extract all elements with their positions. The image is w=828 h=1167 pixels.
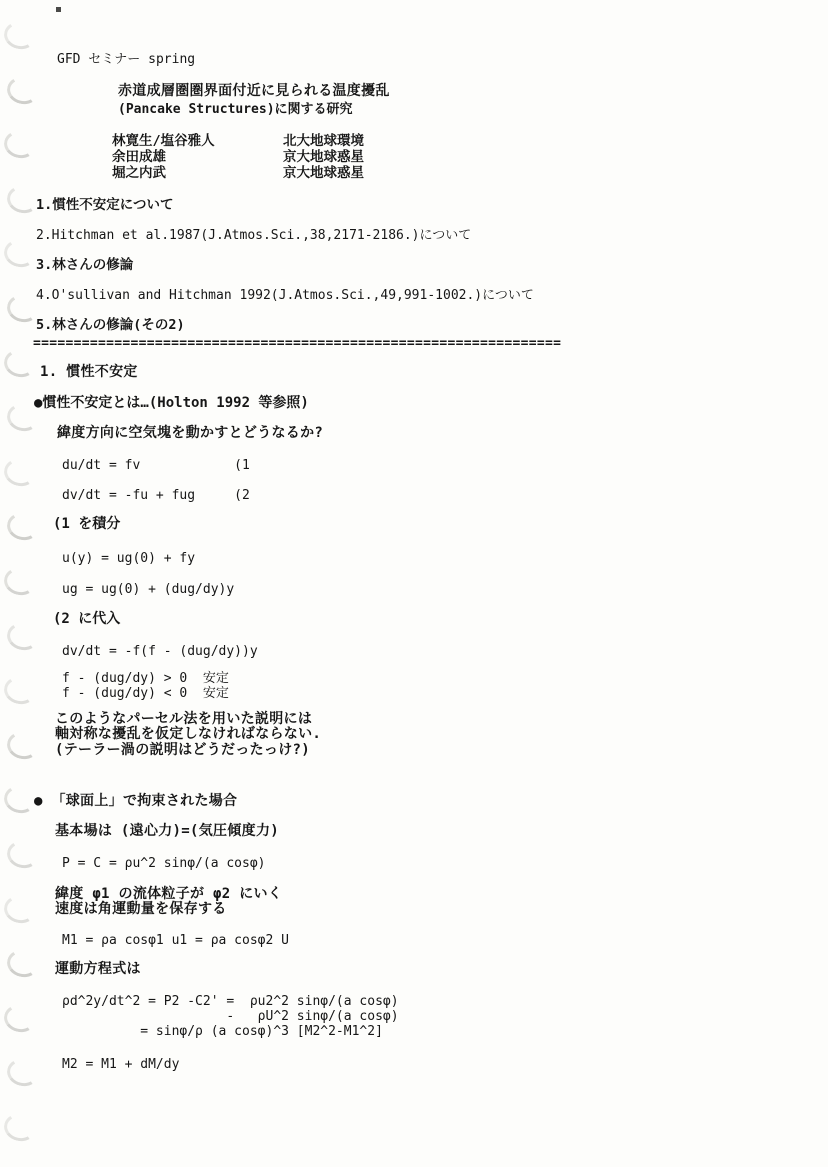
author-row (112, 133, 364, 149)
scan-speck (56, 7, 61, 12)
equation-m2: M2 = M1 + dM/dy (62, 1057, 180, 1072)
author-name: 余田成雄 (112, 149, 166, 165)
equation-du-dt: du/dt = fv (1 (62, 458, 250, 473)
parcel-note-3: (テーラー渦の説明はどうだったっけ?) (55, 742, 310, 758)
author-row (112, 149, 364, 165)
agenda-item-2: 2.Hitchman et al.1987(J.Atmos.Sci.,38,2171-2186.)について (36, 228, 472, 243)
bullet-inertial-instability: ●慣性不安定とは…(Holton 1992 等参照) (34, 395, 309, 411)
binding-hole-shadow (2, 1111, 39, 1144)
author-name: 堀之内武 (112, 165, 166, 181)
latitude-parcel-line-2: 速度は角運動量を保存する (55, 901, 227, 917)
binding-hole-shadow (2, 783, 39, 816)
parcel-note-2: 軸対称な擾乱を仮定しなければならない. (55, 726, 322, 742)
latitude-parcel-line-1: 緯度 φ1 の流体粒子が φ2 にいく (55, 886, 283, 902)
parcel-note-1: このようなパーセル法を用いた説明には (55, 711, 313, 727)
author-affiliation: 京大地球惑星 (283, 149, 364, 165)
separator-line: ================================================================= (33, 336, 562, 351)
basic-field-line: 基本場は (遠心力)=(気圧傾度力) (55, 823, 279, 839)
equation-dv-dt-2: dv/dt = -f(f - (dug/dy))y (62, 644, 258, 659)
equation-motion-line-3: = sinφ/ρ (a cosφ)^3 [M2^2-M1^2] (62, 1024, 383, 1039)
equation-u-y: u(y) = ug(0) + fy (62, 551, 196, 566)
stability-condition-negative: f - (dug/dy) < 0 安定 (62, 686, 229, 701)
motion-equation-intro: 運動方程式は (55, 961, 141, 977)
binding-hole-shadow (2, 19, 39, 52)
equation-ug: ug = ug(0) + (dug/dy)y (62, 582, 235, 597)
note-substitute: (2 に代入 (53, 611, 121, 627)
equation-dv-dt: dv/dt = -fu + fug (2 (62, 488, 250, 503)
author-row (112, 165, 364, 181)
agenda-item-4: 4.O'sullivan and Hitchman 1992(J.Atmos.Sci.,49,991-1002.)について (36, 288, 534, 303)
binding-hole-shadow (2, 237, 39, 270)
binding-hole-shadow (5, 838, 42, 871)
binding-hole-shadow (2, 456, 39, 489)
equation-motion-line-2: - ρU^2 sinφ/(a cosφ) (62, 1009, 399, 1024)
equation-motion-line-1: ρd^2y/dt^2 = P2 -C2' = ρu2^2 sinφ/(a cosφ) (62, 994, 399, 1009)
binding-hole-shadow (2, 1002, 39, 1035)
binding-hole-shadow (5, 74, 42, 107)
question-line: 緯度方向に空気塊を動かすとどうなるか? (57, 425, 324, 441)
note-integrate: (1 を積分 (53, 516, 121, 532)
binding-hole-shadow (2, 893, 39, 926)
binding-hole-shadow (5, 1056, 42, 1089)
equation-angular-momentum: M1 = ρa cosφ1 u1 = ρa cosφ2 U (62, 933, 289, 948)
binding-hole-shadow (2, 674, 39, 707)
doc-title-line2: (Pancake Structures)に関する研究 (118, 102, 353, 117)
agenda-item-3: 3.林さんの修論 (36, 257, 134, 273)
bullet-sphere-case: ● 「球面上」で拘束された場合 (34, 793, 238, 809)
doc-header: GFD セミナー spring (57, 52, 196, 67)
author-block (112, 133, 364, 181)
author-name: 林寛生/塩谷雅人 (112, 133, 215, 149)
section-heading: 1. 慣性不安定 (40, 364, 138, 380)
equation-pressure-centrifugal: P = C = ρu^2 sinφ/(a cosφ) (62, 856, 266, 871)
binding-hole-shadow (5, 510, 42, 543)
author-affiliation: 京大地球惑星 (283, 165, 364, 181)
agenda-item-1: 1.慣性不安定について (36, 197, 174, 213)
binding-hole-shadow (5, 947, 42, 980)
binding-hole-shadow (2, 128, 39, 161)
stability-condition-positive: f - (dug/dy) > 0 安定 (62, 671, 229, 686)
binding-hole-shadow (5, 620, 42, 653)
agenda-item-5: 5.林さんの修論(その2) (36, 317, 185, 333)
binding-hole-shadow (2, 347, 39, 380)
author-affiliation: 北大地球環境 (283, 133, 364, 149)
binding-hole-shadow (2, 565, 39, 598)
binding-hole-shadow (5, 729, 42, 762)
doc-title-line1: 赤道成層圏圏界面付近に見られる温度擾乱 (118, 83, 390, 99)
